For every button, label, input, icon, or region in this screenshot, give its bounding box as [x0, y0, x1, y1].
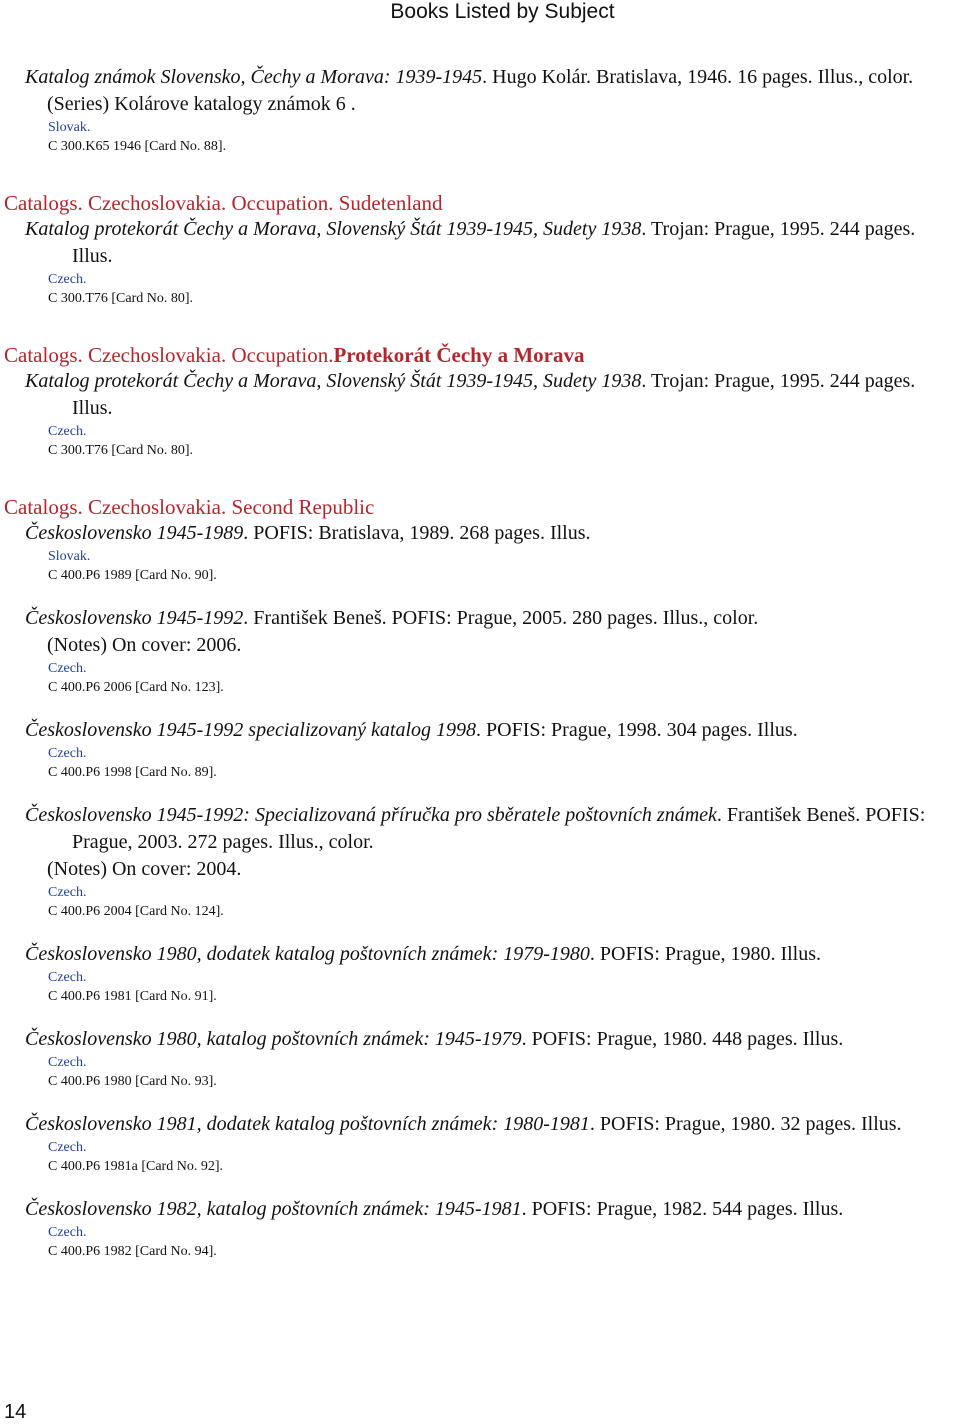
- book-title: Československo 1982, katalog poštovních známek: 1945-1981: [25, 1198, 522, 1220]
- book-title: Československo 1945-1992: Specializovaná příručka pro sběratele poštovních známek: [25, 804, 717, 826]
- book-details: . Trojan: Prague, 1995. 244 pages. Illus.: [72, 370, 916, 419]
- subject-heading: [0, 494, 960, 520]
- entry-list: [0, 520, 960, 1261]
- book-citation: [25, 941, 960, 968]
- book-title: Československo 1980, dodatek katalog poštovních známek: 1979-1980: [25, 943, 590, 965]
- subject-section: [0, 190, 960, 308]
- book-call-number: C 400.P6 2004 [Card No. 124].: [48, 904, 224, 919]
- book-entry: [25, 717, 960, 782]
- book-call-number: C 400.P6 1981a [Card No. 92].: [48, 1159, 223, 1174]
- book-title: Katalog protekorát Čechy a Morava, Slovenský Štát 1939-1945, Sudety 1938: [25, 218, 642, 240]
- subject-section: [0, 494, 960, 1261]
- book-details: . POFIS: Prague, 1982. 544 pages. Illus.: [521, 1198, 844, 1220]
- book-language: Czech.: [48, 272, 87, 287]
- page-header-title: Books Listed by Subject: [390, 0, 615, 23]
- book-note: (Notes) On cover: 2006.: [47, 634, 242, 656]
- book-language: Czech.: [48, 1225, 87, 1240]
- book-citation: [25, 216, 960, 270]
- entry-list: [0, 64, 960, 156]
- book-call-number: C 400.P6 1981 [Card No. 91].: [48, 989, 217, 1004]
- book-notes: [25, 632, 960, 659]
- book-language: Czech.: [48, 885, 87, 900]
- book-entry: [25, 1196, 960, 1261]
- book-citation: [25, 64, 960, 91]
- subject-heading: [0, 190, 960, 216]
- book-title: Katalog známok Slovensko, Čechy a Morava: 1939-1945: [25, 66, 483, 88]
- book-title: Československo 1981, dodatek katalog poštovních známek: 1980-1981: [25, 1113, 590, 1135]
- entry-list: [0, 216, 960, 308]
- book-citation: [25, 802, 960, 856]
- book-details: . Trojan: Prague, 1995. 244 pages. Illus.: [72, 218, 916, 267]
- book-language: Slovak.: [48, 549, 91, 564]
- book-notes: [25, 91, 960, 118]
- book-call-number: C 300.K65 1946 [Card No. 88].: [48, 139, 227, 154]
- subject-section: [0, 64, 960, 156]
- book-call-number: C 400.P6 2006 [Card No. 123].: [48, 680, 224, 695]
- book-call-number: C 400.P6 1998 [Card No. 89].: [48, 765, 217, 780]
- book-entry: [25, 1111, 960, 1176]
- page-header: [0, 0, 960, 24]
- book-details: . POFIS: Prague, 1980. 448 pages. Illus.: [521, 1028, 844, 1050]
- entry-list: [0, 368, 960, 460]
- book-title: Československo 1945-1992: [25, 607, 244, 629]
- book-citation: [25, 520, 960, 547]
- book-details: . František Beneš. POFIS: Prague, 2003. 272 pages. Illus., color.: [72, 804, 926, 853]
- book-entry: [25, 368, 960, 460]
- book-citation: [25, 717, 960, 744]
- book-note: (Notes) On cover: 2004.: [47, 858, 242, 880]
- book-language: Czech.: [48, 1055, 87, 1070]
- book-language: Slovak.: [48, 120, 91, 135]
- book-call-number: C 300.T76 [Card No. 80].: [48, 291, 194, 306]
- book-title: Československo 1945-1989: [25, 522, 244, 544]
- book-language: Czech.: [48, 661, 87, 676]
- book-details: . POFIS: Prague, 1980. Illus.: [589, 943, 822, 965]
- book-language: Czech.: [48, 746, 87, 761]
- book-entry: [25, 520, 960, 585]
- book-entry: [25, 216, 960, 308]
- book-details: . POFIS: Bratislava, 1989. 268 pages. Illus.: [243, 522, 591, 544]
- subject-section: [0, 342, 960, 460]
- book-details: . POFIS: Prague, 1980. 32 pages. Illus.: [589, 1113, 902, 1135]
- bibliography-list: [0, 64, 960, 1261]
- book-language: Czech.: [48, 970, 87, 985]
- subject-heading-text: Catalogs. Czechoslovakia. Occupation. Sudetenland: [4, 191, 443, 215]
- book-details: . Hugo Kolár. Bratislava, 1946. 16 pages. Illus., color.: [482, 66, 914, 88]
- book-citation: [25, 1026, 960, 1053]
- book-entry: [25, 1026, 960, 1091]
- book-language: Czech.: [48, 1140, 87, 1155]
- book-call-number: C 400.P6 1989 [Card No. 90].: [48, 568, 217, 583]
- book-call-number: C 400.P6 1980 [Card No. 93].: [48, 1074, 217, 1089]
- subject-heading-text: Catalogs. Czechoslovakia. Second Republic: [4, 495, 375, 519]
- book-citation: [25, 605, 960, 632]
- book-citation: [25, 368, 960, 422]
- subject-heading: [0, 342, 960, 368]
- book-title: Katalog protekorát Čechy a Morava, Slovenský Štát 1939-1945, Sudety 1938: [25, 370, 642, 392]
- book-citation: [25, 1196, 960, 1223]
- subject-heading-text: Catalogs. Czechoslovakia. Occupation.: [4, 343, 334, 367]
- book-details: . POFIS: Prague, 1998. 304 pages. Illus.: [476, 719, 798, 741]
- book-details: . František Beneš. POFIS: Prague, 2005. 280 pages. Illus., color.: [243, 607, 759, 629]
- book-language: Czech.: [48, 424, 87, 439]
- book-note: (Series) Kolárove katalogy známok 6 .: [47, 93, 356, 115]
- book-entry: [25, 605, 960, 697]
- book-call-number: C 300.T76 [Card No. 80].: [48, 443, 194, 458]
- subject-heading-subdivision: Protekorát Čechy a Morava: [333, 343, 585, 367]
- book-title: Československo 1980, katalog poštovních známek: 1945-1979: [25, 1028, 522, 1050]
- book-entry: [25, 802, 960, 921]
- page-number: 14: [4, 1401, 27, 1423]
- book-call-number: C 400.P6 1982 [Card No. 94].: [48, 1244, 217, 1259]
- book-notes: [25, 856, 960, 883]
- book-entry: [25, 64, 960, 156]
- book-citation: [25, 1111, 960, 1138]
- book-entry: [25, 941, 960, 1006]
- book-title: Československo 1945-1992 specializovaný katalog 1998: [25, 719, 477, 741]
